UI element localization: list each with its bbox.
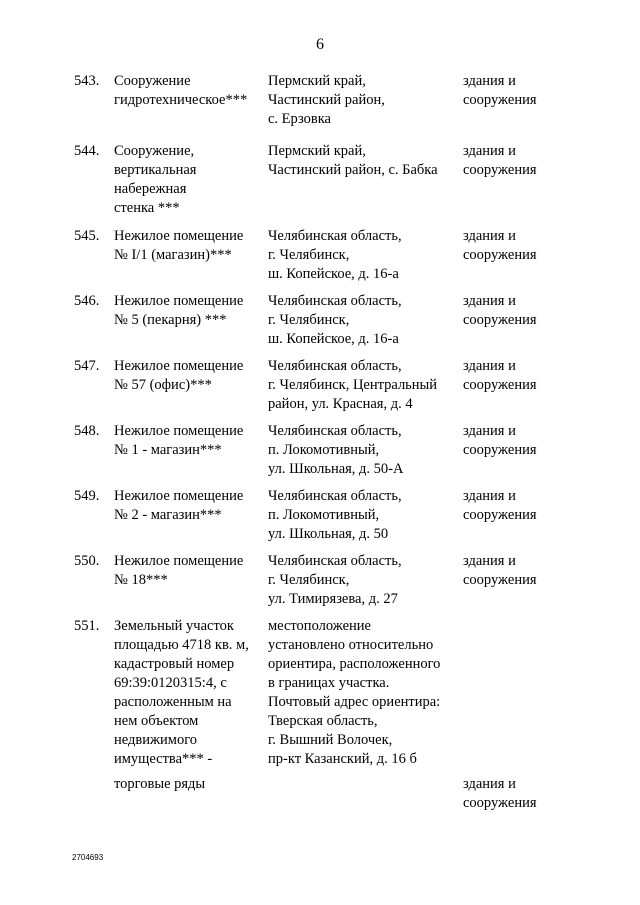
entry-name-line: набережная	[114, 181, 187, 197]
entry-name-line: Земельный участок	[114, 618, 234, 634]
entry-address	[268, 552, 458, 609]
entry-address-line: Частинский район, с. Бабка	[268, 162, 438, 178]
entry-number: 550.	[74, 553, 100, 569]
entry-address	[268, 487, 458, 544]
entry-category	[463, 357, 603, 395]
entry-number: 548.	[74, 423, 100, 439]
entry-name	[114, 617, 264, 769]
entry-address-line: Тверская область,	[268, 713, 378, 729]
entry-address-line: ш. Копейское, д. 16-а	[268, 331, 399, 347]
entry-category-line: здания и	[463, 488, 516, 504]
entry-address-line: установлено относительно	[268, 637, 434, 653]
entry-name	[114, 552, 264, 590]
entry-category-line: сооружения	[463, 377, 537, 393]
entry-name-line: Нежилое помещение	[114, 358, 244, 374]
entry-category-line: здания и	[463, 73, 516, 89]
entry-category-line: сооружения	[463, 162, 537, 178]
entry-category-line: сооружения	[463, 312, 537, 328]
entry-address-line: с. Ерзовка	[268, 111, 331, 127]
entry-address-line: г. Челябинск,	[268, 312, 350, 328]
entry-category	[463, 487, 603, 525]
entry-address-line: г. Вышний Волочек,	[268, 732, 393, 748]
entry-name-line: площадью 4718 кв. м,	[114, 637, 249, 653]
entry-name-line: Сооружение	[114, 73, 191, 89]
entry-name-line: недвижимого	[114, 732, 198, 748]
entry-name	[114, 357, 264, 395]
entry-category-line: здания и	[463, 553, 516, 569]
entry-address-line: Челябинская область,	[268, 423, 402, 439]
entry-address	[268, 292, 458, 349]
entry-address-line: Челябинская область,	[268, 293, 402, 309]
entry-name-line: Нежилое помещение	[114, 553, 244, 569]
entry-name-line: стенка ***	[114, 200, 180, 216]
entry-address	[268, 357, 458, 414]
entry-name	[114, 292, 264, 330]
entry-name-line: кадастровый номер	[114, 656, 235, 672]
entry-address	[268, 617, 458, 769]
entry-category-line: сооружения	[463, 92, 537, 108]
entry-category	[463, 422, 603, 460]
entry-address-line: Частинский район,	[268, 92, 385, 108]
entry-address-line: п. Локомотивный,	[268, 507, 380, 523]
entry-name-line: № 1 - магазин***	[114, 442, 222, 458]
entry-number: 551.	[74, 618, 100, 634]
entry-category	[463, 552, 603, 590]
entry-category-line: здания и	[463, 776, 516, 792]
entry-name	[114, 72, 264, 110]
entry-number: 549.	[74, 488, 100, 504]
entry-address-line: в границах участка.	[268, 675, 390, 691]
entry-category-line: сооружения	[463, 247, 537, 263]
entry-address-line: ш. Копейское, д. 16-а	[268, 266, 399, 282]
entry-number: 544.	[74, 143, 100, 159]
entry-name-line: Нежилое помещение	[114, 423, 244, 439]
entry-address-line: Пермский край,	[268, 73, 366, 89]
entry-name	[114, 487, 264, 525]
entry-name-line: вертикальная	[114, 162, 197, 178]
entry-name-line: № 5 (пекарня) ***	[114, 312, 227, 328]
entry-address-line: Челябинская область,	[268, 228, 402, 244]
entry-name	[114, 227, 264, 265]
entry-address-line: ул. Школьная, д. 50-А	[268, 461, 404, 477]
entry-name-line: № 18***	[114, 572, 168, 588]
entry-name-line: 69:39:0120315:4, с	[114, 675, 227, 691]
entry-name-line: нем объектом	[114, 713, 199, 729]
document-code: 2704693	[72, 853, 104, 862]
entry-address-line: Челябинская область,	[268, 488, 402, 504]
entry-address-line: пр-кт Казанский, д. 16 б	[268, 751, 417, 767]
entry-category-line: здания и	[463, 143, 516, 159]
entry-category-line: здания и	[463, 228, 516, 244]
entry-address-line: ул. Школьная, д. 50	[268, 526, 389, 542]
entry-category-line: сооружения	[463, 795, 537, 811]
entry-name-line: торговые ряды	[114, 776, 206, 792]
entry-category-line: здания и	[463, 423, 516, 439]
entry-name-line: Нежилое помещение	[114, 228, 244, 244]
entry-number: 543.	[74, 73, 100, 89]
entry-category-line: здания и	[463, 293, 516, 309]
entry-number: 545.	[74, 228, 100, 244]
entry-name-line: № 2 - магазин***	[114, 507, 222, 523]
entry-address-line: ул. Тимирязева, д. 27	[268, 591, 398, 607]
entry-address-line: ориентира, расположенного	[268, 656, 441, 672]
entry-address-line: Челябинская область,	[268, 553, 402, 569]
entry-number: 547.	[74, 358, 100, 374]
entry-name	[114, 775, 264, 794]
entry-address-line: г. Челябинск, Центральный	[268, 377, 438, 393]
entry-address-line: Пермский край,	[268, 143, 366, 159]
entry-name	[114, 142, 264, 218]
entry-address-line: местоположение	[268, 618, 371, 634]
entry-category	[463, 775, 603, 813]
entry-name	[114, 422, 264, 460]
entry-category-line: сооружения	[463, 442, 537, 458]
entry-name-line: № I/1 (магазин)***	[114, 247, 232, 263]
entry-address-line: г. Челябинск,	[268, 572, 350, 588]
entry-name-line: Сооружение,	[114, 143, 195, 159]
entry-address-line: п. Локомотивный,	[268, 442, 380, 458]
entry-name-line: имущества*** -	[114, 751, 213, 767]
entry-address	[268, 72, 458, 129]
entry-address	[268, 142, 458, 180]
entry-address-line: район, ул. Красная, д. 4	[268, 396, 413, 412]
entry-address	[268, 422, 458, 479]
page-number: 6	[316, 36, 324, 53]
entry-name-line: Нежилое помещение	[114, 293, 244, 309]
entry-address-line: Почтовый адрес ориентира:	[268, 694, 441, 710]
entry-category	[463, 142, 603, 180]
entry-category-line: здания и	[463, 358, 516, 374]
entry-category-line: сооружения	[463, 507, 537, 523]
entry-category-line: сооружения	[463, 572, 537, 588]
entry-name-line: № 57 (офис)***	[114, 377, 212, 393]
entry-category	[463, 72, 603, 110]
entry-name-line: гидротехническое***	[114, 92, 248, 108]
entry-address-line: Челябинская область,	[268, 358, 402, 374]
entry-address	[268, 227, 458, 284]
entry-number: 546.	[74, 293, 100, 309]
entry-name-line: Нежилое помещение	[114, 488, 244, 504]
entry-address-line: г. Челябинск,	[268, 247, 350, 263]
entry-name-line: расположенным на	[114, 694, 232, 710]
entry-category	[463, 292, 603, 330]
entry-category	[463, 227, 603, 265]
